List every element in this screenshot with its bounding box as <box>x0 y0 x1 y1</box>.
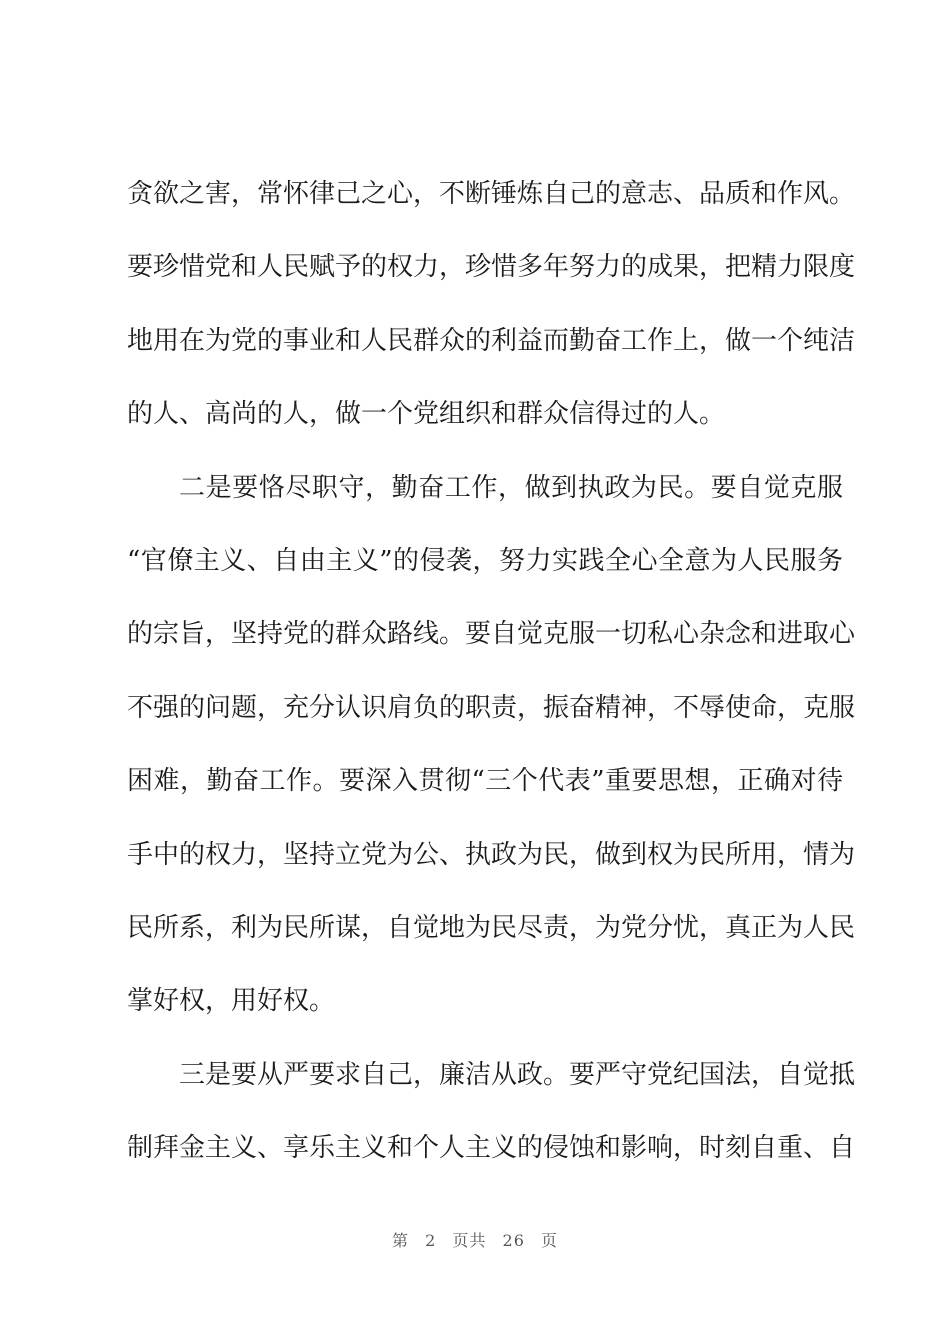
document-body <box>127 158 856 1185</box>
footer-middle: 页共 <box>452 1231 487 1250</box>
text-line-2: 要珍惜党和人民赋予的权力，珍惜多年努力的成果，把精力限度 <box>127 252 856 283</box>
text-line-1: 贪欲之害，常怀律己之心，不断锤炼自己的意志、品质和作风。 <box>127 179 856 209</box>
text-line-3: 地用在为党的事业和人民群众的利益而勤奋工作上，做一个纯洁 <box>127 325 856 356</box>
text-line-11: 民所系，利为民所谋，自觉地为民尽责，为党分忧，真正为人民 <box>127 912 856 943</box>
text-line-14: 制拜金主义、享乐主义和个人主义的侵蚀和影响，时刻自重、自 <box>127 1133 856 1164</box>
footer-prefix: 第 <box>392 1231 410 1250</box>
text-line-8: 不强的问题，充分认识肩负的职责，振奋精神，不辱使命，克服 <box>127 692 856 723</box>
page-footer <box>0 1228 950 1251</box>
text-line-12: 掌好权，用好权。 <box>127 986 336 1017</box>
footer-total-pages: 26 <box>502 1231 525 1250</box>
footer-page-number: 2 <box>425 1231 437 1250</box>
text-line-13: 三是要从严要求自己，廉洁从政。要严守党纪国法，自觉抵 <box>179 1059 856 1090</box>
text-line-9: 困难，勤奋工作。要深入贯彻“三个代表”重要思想，正确对待 <box>127 766 843 797</box>
text-line-7: 的宗旨，坚持党的群众路线。要自觉克服一切私心杂念和进取心 <box>127 619 856 650</box>
text-line-10: 手中的权力，坚持立党为公、执政为民，做到权为民所用，情为 <box>127 839 856 870</box>
text-line-6: “官僚主义、自由主义”的侵袭，努力实践全心全意为人民服务 <box>127 545 843 576</box>
footer-suffix: 页 <box>540 1231 558 1250</box>
text-line-4: 的人、高尚的人，做一个党组织和群众信得过的人。 <box>127 399 726 430</box>
text-line-5: 二是要恪尽职守，勤奋工作，做到执政为民。要自觉克服 <box>179 472 843 503</box>
